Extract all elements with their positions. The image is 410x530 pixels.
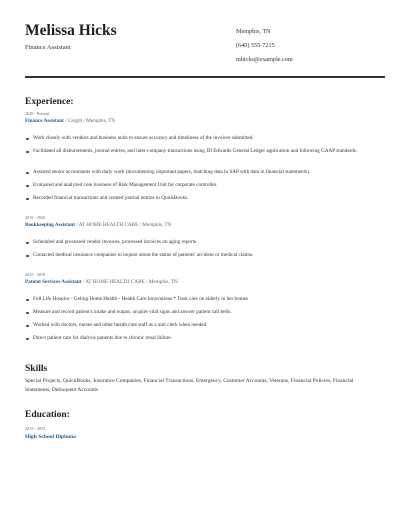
list-item: Evaluated and analyzed core business of Risk Management Unit for corporate controller.	[25, 182, 385, 189]
contact-location: Memphis, TN	[236, 28, 271, 35]
list-item: Assisted senior accountants with daily work (documenting important papers, matching data in SAP with data in financial statements).	[25, 169, 385, 176]
contact-phone: (640) 555-7215	[236, 42, 275, 49]
job-bullets	[25, 296, 385, 303]
job-bullets	[25, 182, 385, 189]
list-item: Full Life Hospice - Geling Home Health - Health Care Innovations * Took care on elderly in her homes	[25, 296, 385, 303]
list-item: Recorded financial transactions and created journal entries in QuickBooks.	[25, 195, 385, 202]
job-title: Bookkeeping Assistant	[25, 222, 76, 228]
job-dates: 2020 - Present	[25, 111, 50, 116]
candidate-name: Melissa Hicks	[25, 22, 117, 39]
job-bullets	[25, 322, 385, 329]
contact-email[interactable]: mhicks@example.com	[236, 56, 293, 63]
job-role	[25, 221, 385, 229]
experience-heading: Experience:	[25, 97, 74, 107]
job-title: Patient Services Assistant	[25, 279, 82, 285]
job-company: / AT HOME HEALTH CARE / Memphis, TN	[75, 222, 172, 228]
skills-heading: Skills	[25, 364, 48, 374]
list-item: Work closely with vendors and business units to ensure accuracy and timeliness of the invoices submitted.	[25, 135, 385, 142]
list-item: Worked with doctors, nurses and other health care staff as a unit clerk when needed.	[25, 322, 385, 329]
education-degree: High School Diploma	[25, 434, 76, 440]
job-bullets	[25, 239, 385, 246]
job-role	[25, 278, 385, 286]
job-bullets	[25, 195, 385, 202]
job-bullets	[25, 252, 385, 259]
list-item: Direct patient care for dialysis patients due to chronic renal failure.	[25, 335, 385, 342]
list-item: Contacted medical insurance companies to inquire about the status of patients' accident or medical claims.	[25, 252, 385, 259]
job-entry	[25, 215, 385, 229]
job-bullets	[25, 335, 385, 342]
candidate-title: Finance Assistant	[25, 44, 71, 51]
job-entry	[25, 111, 385, 125]
education-heading: Education:	[25, 410, 70, 420]
job-company: / AT HOME HEALTH CARE / Memphis, TN	[81, 279, 178, 285]
list-item: Measure and record patient's intake and output, acquire vital signs and answer patient call bells.	[25, 309, 385, 316]
contact-block	[236, 29, 293, 71]
job-role	[25, 117, 385, 125]
list-item: Facilitated all disbursements, journal entries, and inter-company transactions using JD Edwards General Ledger application and following GAAP standards.	[25, 148, 385, 155]
job-bullets	[25, 135, 385, 142]
job-dates: 2019 - 2020	[25, 215, 46, 220]
job-title: Finance Assistant	[25, 118, 64, 124]
job-company: / Cargill / Memphis, TN	[63, 118, 116, 124]
header-divider	[25, 76, 385, 78]
list-item: Scheduled and processed vendor invoices, processed invoices on aging reports.	[25, 239, 385, 246]
education-dates: 2015 - 2015	[25, 426, 46, 431]
job-dates: 2015 - 2019	[25, 272, 46, 277]
job-bullets	[25, 309, 385, 316]
job-entry	[25, 272, 385, 286]
job-bullets	[25, 169, 385, 176]
job-bullets	[25, 148, 385, 155]
skills-list: Special Projects, QuickBooks, Insurance Companies, Financial Transactions, Emergency, Customer Accounts, Veterans, Financial Policies, Financial Statements, Delinquent Accounts	[25, 378, 354, 393]
